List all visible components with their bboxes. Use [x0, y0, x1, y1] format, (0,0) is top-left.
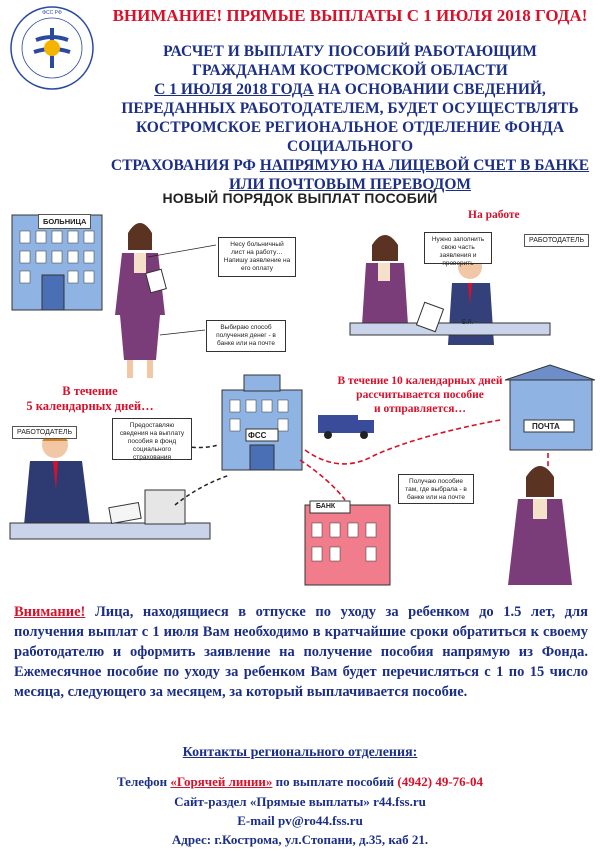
delivery-van — [318, 415, 374, 439]
post-building — [505, 365, 595, 450]
within-5-days-label: В течение 5 календарных дней… — [26, 384, 154, 413]
post-label: ПОЧТА — [532, 422, 560, 431]
woman-with-sheet — [115, 223, 166, 378]
employer-man-bottom — [24, 432, 90, 525]
contact-email: E-mail pv@ro44.fss.ru — [237, 813, 363, 828]
contacts-title: Контакты регионального отделения: — [182, 745, 418, 760]
notice-paragraph: Внимание! Лица, находящиеся в отпуске по уходу за ребенком до 1.5 лет, для получения выплат с 1 июля Вам необходимо в кратчайшие сроки обратиться к своему работодателю и оформить заявление на получение пособия напрямую из Фонда. Ежемесячное пособие по уходу за ребенком Вам будет перечисляться с 1 по 15 число месяца, следующего за месяцем, за который выплачивается пособие. — [14, 604, 588, 700]
bubble-fill-part: Нужно заполнить свою часть заявления и проверить — [424, 232, 492, 264]
within-10-days-label: В течение 10 календарных дней рассчитывается пособие и отправляется… — [337, 375, 503, 415]
bubble-provide-info: Предоставляю сведения на выплату пособия в фонд социального страхования — [112, 418, 192, 460]
at-work-label: На работе — [468, 209, 520, 221]
bank-label: БАНК — [316, 503, 336, 510]
woman-receiving — [508, 466, 572, 585]
woman-at-work — [362, 235, 408, 325]
headline: ВНИМАНИЕ! ПРЯМЫЕ ВЫПЛАТЫ С 1 ИЮЛЯ 2018 ГОДА! — [112, 6, 588, 25]
bubble-choose-method: Выбираю способ получения денег - в банке или на почте — [206, 320, 286, 352]
employer-tag-left: РАБОТОДАТЕЛЬ — [12, 426, 77, 439]
intro-text: РАСЧЕТ И ВЫПЛАТУ ПОСОБИЙ РАБОТАЮЩИМ ГРАЖДАНАМ КОСТРОМСКОЙ ОБЛАСТИ С 1 ИЮЛЯ 2018 ГОДА НА ОСНОВАНИИ СВЕДЕНИЙ, ПЕРЕДАННЫХ РАБОТОДАТЕЛЕМ, БУДЕТ ОСУЩЕСТВЛЯТЬ КОСТРОМСКОЕ РЕГИОНАЛЬНОЕ ОТДЕЛЕНИЕ ФОНДА СОЦИАЛЬНОГО СТРАХОВАНИЯ РФ НАПРЯМУЮ НА ЛИЦЕВОЙ СЧЕТ В БАНКЕ ИЛИ ПОЧТОВЫМ ПЕРЕВОДОМ — [110, 43, 590, 193]
fss-label: ФСС — [248, 431, 267, 440]
hospital-label: БОЛЬНИЦА — [38, 214, 91, 229]
fss-logo — [8, 4, 96, 92]
sheet-label: Б.Л. — [462, 320, 474, 326]
svg-text:ФСС РФ: ФСС РФ — [42, 10, 62, 16]
bank-building — [305, 501, 390, 585]
bubble-carry-sheet: Несу больничный лист на работу… Напишу заявление на его оплату — [218, 237, 296, 277]
contact-site: Сайт-раздел «Прямые выплаты» r44.fss.ru — [174, 794, 426, 809]
bubble-receive: Получаю пособие там, где выбрала - в банке или на почте — [398, 474, 474, 504]
contact-phone: Телефон «Горячей линии» по выплате пособий (4942) 49-76-04 — [117, 774, 483, 789]
employer-tag-top: РАБОТОДАТЕЛЬ — [524, 234, 589, 247]
hospital-building — [12, 215, 102, 310]
fss-building — [222, 375, 302, 470]
section-title: НОВЫЙ ПОРЯДОК ВЫПЛАТ ПОСОБИЙ — [162, 190, 438, 206]
contact-address: Адрес: г.Кострома, ул.Стопани, д.35, каб 21. — [171, 832, 429, 847]
